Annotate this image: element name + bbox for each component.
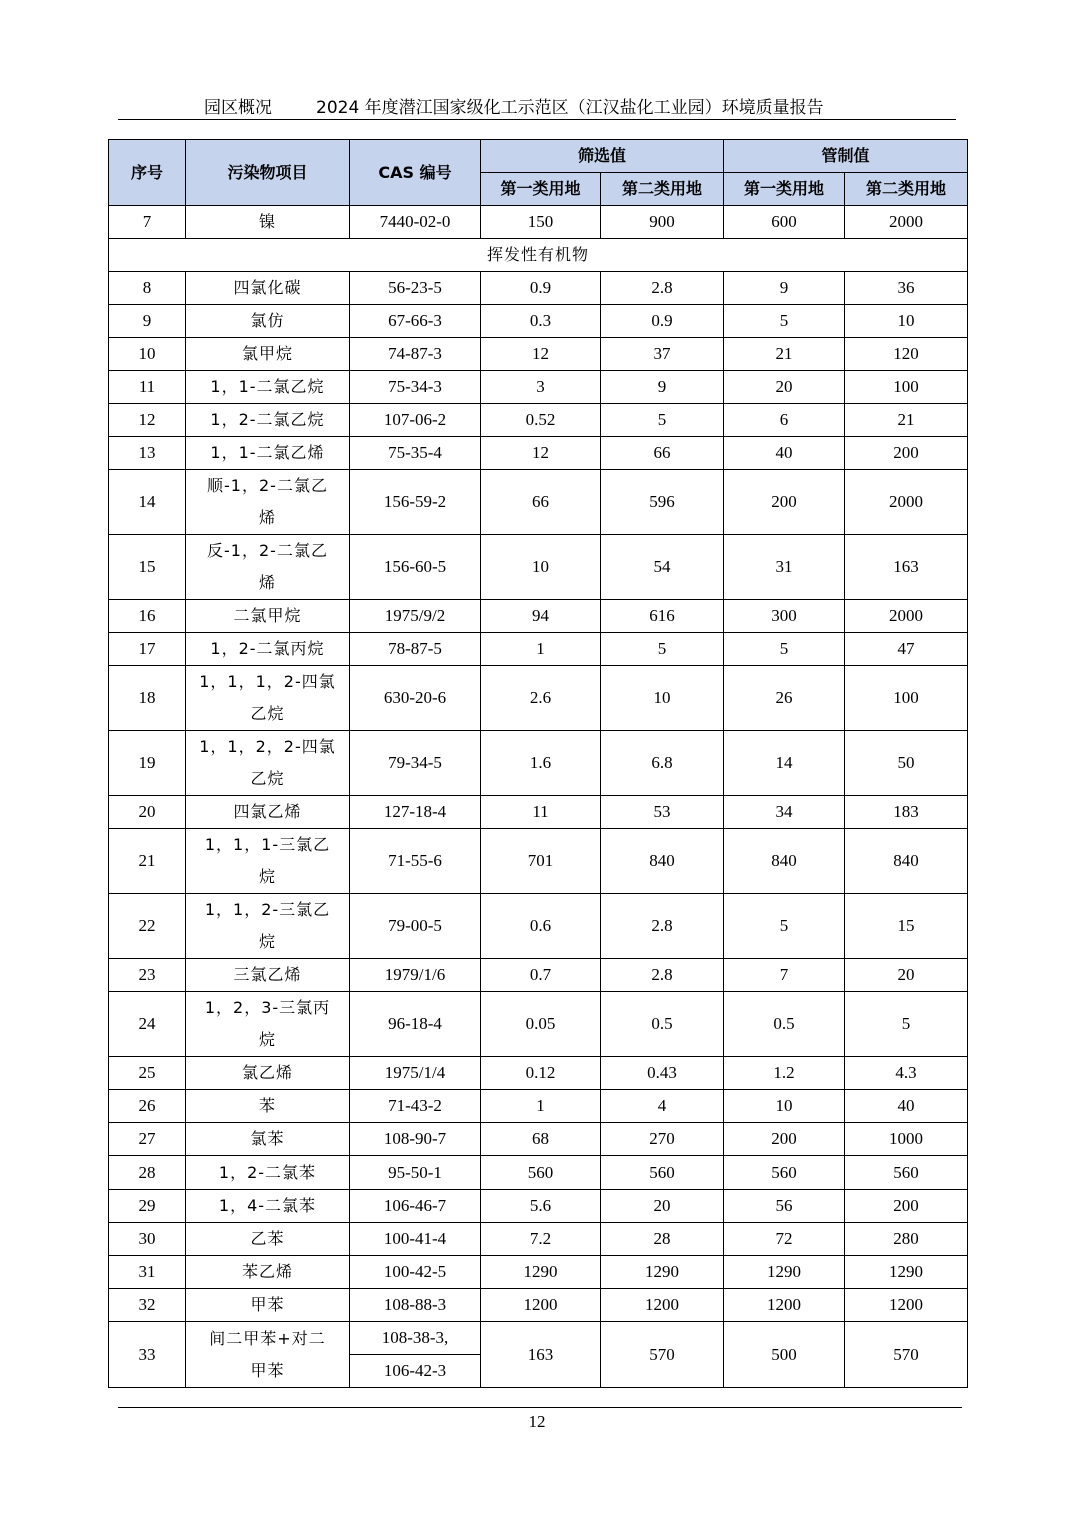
cell-item: [186, 1256, 350, 1289]
cell-seq: 14: [109, 470, 186, 535]
cell-screening-class2: 10: [601, 666, 724, 731]
header-title: 2024 年度潜江国家级化工示范区（江汉盐化工业园）环境质量报告: [316, 98, 824, 118]
cell-item: [186, 633, 350, 666]
item-name-line: 烷: [258, 1030, 276, 1049]
cell-screening-class2: 54: [601, 535, 724, 600]
cell-item: [186, 338, 350, 371]
cell-control-class1: 26: [724, 666, 845, 731]
cell-control-class2: 183: [845, 796, 968, 829]
cell-item: [186, 1057, 350, 1090]
cell-item: [186, 470, 350, 535]
item-name-line: 烯: [258, 573, 276, 592]
cell-item: [186, 404, 350, 437]
cell-item: [186, 666, 350, 731]
table-row: [109, 1057, 968, 1090]
cell-screening-class1: 66: [481, 470, 601, 535]
item-name-line: 甲苯: [250, 1360, 285, 1380]
header-screening-class2: 第二类用地: [601, 173, 724, 206]
item-name-line: 1，1-二氯乙烷: [210, 377, 325, 396]
cell-control-class2: 50: [845, 731, 968, 796]
item-name-line: 苯乙烯: [241, 1262, 293, 1281]
cell-screening-class2: 2.8: [601, 959, 724, 992]
cell-screening-class2: 616: [601, 600, 724, 633]
cell-screening-class1: 0.05: [481, 992, 601, 1057]
table-section-row: [109, 239, 968, 272]
cell-screening-class2: 20: [601, 1190, 724, 1223]
cell-control-class2: 200: [845, 1190, 968, 1223]
header-cas: CAS 编号: [350, 140, 481, 206]
cell-cas: 74-87-3: [350, 338, 481, 371]
cell-control-class1: 300: [724, 600, 845, 633]
cell-seq: 13: [109, 437, 186, 470]
cell-cas: 95-50-1: [350, 1156, 481, 1190]
cell-control-class2: 2000: [845, 206, 968, 239]
cell-screening-class1: 560: [481, 1156, 601, 1190]
cell-screening-class1: 0.9: [481, 272, 601, 305]
cell-screening-class2: 4: [601, 1090, 724, 1123]
header-section: 园区概况: [204, 98, 272, 118]
table-row: [109, 829, 968, 894]
header-control-class2: 第二类用地: [845, 173, 968, 206]
cell-screening-class2: 53: [601, 796, 724, 829]
item-name-line: 烷: [258, 932, 276, 951]
cell-item: [186, 1322, 350, 1388]
cell-control-class2: 570: [845, 1322, 968, 1388]
page-header: [118, 90, 956, 116]
cell-screening-class2: 1200: [601, 1289, 724, 1322]
table-row: [109, 731, 968, 796]
cell-control-class1: 40: [724, 437, 845, 470]
item-name-line: 1，1，1，2-四氯: [199, 672, 336, 691]
cell-screening-class2: 570: [601, 1322, 724, 1388]
cell-control-class1: 200: [724, 470, 845, 535]
cell-screening-class1: 68: [481, 1123, 601, 1156]
item-name-line: 1，2-二氯丙烷: [210, 639, 325, 658]
pollutant-table: [108, 139, 968, 1388]
cell-control-class2: 100: [845, 666, 968, 731]
cell-seq: 16: [109, 600, 186, 633]
cell-cas: 107-06-2: [350, 404, 481, 437]
cell-item: [186, 437, 350, 470]
cell-screening-class1: 11: [481, 796, 601, 829]
cell-control-class2: 47: [845, 633, 968, 666]
cell-control-class1: 31: [724, 535, 845, 600]
cell-control-class1: 7: [724, 959, 845, 992]
cell-item: [186, 959, 350, 992]
table-row: [109, 305, 968, 338]
item-name-line: 乙苯: [250, 1229, 285, 1248]
cell-item: [186, 1223, 350, 1256]
item-name-line: 1，1-二氯乙烯: [210, 443, 325, 462]
cell-control-class1: 9: [724, 272, 845, 305]
cell-seq: 10: [109, 338, 186, 371]
table-row: [109, 1190, 968, 1223]
cell-seq: 12: [109, 404, 186, 437]
cell-cas: 1975/9/2: [350, 600, 481, 633]
cell-cas: 108-90-7: [350, 1123, 481, 1156]
cell-seq: 28: [109, 1156, 186, 1190]
cell-cas: 1979/1/6: [350, 959, 481, 992]
cell-screening-class1: 1290: [481, 1256, 601, 1289]
cell-item: [186, 1123, 350, 1156]
cell-screening-class1: 7.2: [481, 1223, 601, 1256]
cell-item: [186, 535, 350, 600]
cell-screening-class1: 0.52: [481, 404, 601, 437]
cell-control-class2: 1200: [845, 1289, 968, 1322]
cell-cas: 156-60-5: [350, 535, 481, 600]
cell-control-class1: 0.5: [724, 992, 845, 1057]
cell-seq: 33: [109, 1322, 186, 1388]
cell-screening-class2: 596: [601, 470, 724, 535]
item-name-line: 1，2，3-三氯丙: [204, 998, 331, 1017]
cell-screening-class2: 9: [601, 371, 724, 404]
cell-cas: 100-42-5: [350, 1256, 481, 1289]
table-row: [109, 1223, 968, 1256]
cell-control-class1: 1200: [724, 1289, 845, 1322]
cell-control-class2: 36: [845, 272, 968, 305]
cell-seq: 27: [109, 1123, 186, 1156]
cell-cas: 7440-02-0: [350, 206, 481, 239]
cell-control-class2: 1000: [845, 1123, 968, 1156]
item-name-line: 镍: [258, 212, 276, 231]
table-row: [109, 633, 968, 666]
cell-control-class1: 10: [724, 1090, 845, 1123]
cell-screening-class2: 560: [601, 1156, 724, 1190]
cell-screening-class2: 5: [601, 633, 724, 666]
cell-control-class2: 5: [845, 992, 968, 1057]
cell-cas: 79-34-5: [350, 731, 481, 796]
cell-seq: 20: [109, 796, 186, 829]
item-name-line: 间二甲苯+对二: [209, 1328, 326, 1348]
header-screening: 筛选值: [481, 140, 724, 173]
cell-control-class2: 2000: [845, 600, 968, 633]
footer-rule: [118, 1407, 962, 1408]
cell-seq: 29: [109, 1190, 186, 1223]
table-row: [109, 535, 968, 600]
cell-item: [186, 1090, 350, 1123]
cell-cas: 56-23-5: [350, 272, 481, 305]
cell-control-class2: 163: [845, 535, 968, 600]
cell-seq: 32: [109, 1289, 186, 1322]
item-name-line: 甲苯: [250, 1295, 285, 1314]
cell-cas: 108-38-3,: [350, 1322, 481, 1355]
table-row: [109, 272, 968, 305]
table-row: [109, 959, 968, 992]
cell-screening-class1: 701: [481, 829, 601, 894]
cell-control-class1: 20: [724, 371, 845, 404]
cell-control-class2: 21: [845, 404, 968, 437]
cell-cas: 106-42-3: [350, 1355, 481, 1388]
cell-screening-class2: 0.9: [601, 305, 724, 338]
header-seq: 序号: [109, 140, 186, 206]
item-name-line: 烷: [258, 867, 276, 886]
table-row: [109, 1256, 968, 1289]
cell-screening-class2: 28: [601, 1223, 724, 1256]
cell-screening-class1: 94: [481, 600, 601, 633]
cell-control-class1: 6: [724, 404, 845, 437]
cell-control-class1: 840: [724, 829, 845, 894]
cell-item: [186, 796, 350, 829]
table-row: [109, 206, 968, 239]
cell-screening-class1: 1: [481, 633, 601, 666]
cell-screening-class2: 37: [601, 338, 724, 371]
cell-screening-class1: 12: [481, 437, 601, 470]
cell-screening-class2: 2.8: [601, 894, 724, 959]
cell-item: [186, 272, 350, 305]
cell-control-class1: 1290: [724, 1256, 845, 1289]
table-row: [109, 1123, 968, 1156]
item-name-line: 三氯乙烯: [233, 965, 302, 984]
cell-control-class1: 72: [724, 1223, 845, 1256]
cell-seq: 17: [109, 633, 186, 666]
header-screening-class1: 第一类用地: [481, 173, 601, 206]
table-row: [109, 470, 968, 535]
item-name-line: 氯仿: [250, 311, 285, 330]
table-row: [109, 992, 968, 1057]
cell-cas: 1975/1/4: [350, 1057, 481, 1090]
cell-cas: 71-43-2: [350, 1090, 481, 1123]
cell-item: [186, 206, 350, 239]
cell-seq: 9: [109, 305, 186, 338]
cell-seq: 23: [109, 959, 186, 992]
cell-item: [186, 1190, 350, 1223]
cell-screening-class2: 840: [601, 829, 724, 894]
cell-control-class1: 5: [724, 894, 845, 959]
cell-item: [186, 1289, 350, 1322]
cell-control-class2: 15: [845, 894, 968, 959]
cell-screening-class2: 270: [601, 1123, 724, 1156]
cell-control-class1: 14: [724, 731, 845, 796]
cell-seq: 18: [109, 666, 186, 731]
cell-screening-class2: 5: [601, 404, 724, 437]
item-name-line: 苯: [258, 1096, 276, 1115]
cell-screening-class1: 10: [481, 535, 601, 600]
cell-screening-class2: 66: [601, 437, 724, 470]
table-row: [109, 1156, 968, 1190]
item-name-line: 烯: [258, 508, 276, 527]
cell-seq: 24: [109, 992, 186, 1057]
cell-seq: 8: [109, 272, 186, 305]
cell-screening-class2: 2.8: [601, 272, 724, 305]
cell-item: [186, 1156, 350, 1190]
table-row: [109, 600, 968, 633]
cell-screening-class2: 1290: [601, 1256, 724, 1289]
cell-screening-class2: 0.5: [601, 992, 724, 1057]
cell-screening-class1: 5.6: [481, 1190, 601, 1223]
cell-control-class1: 1.2: [724, 1057, 845, 1090]
cell-seq: 7: [109, 206, 186, 239]
cell-control-class1: 560: [724, 1156, 845, 1190]
header-rule: [118, 119, 956, 120]
cell-screening-class1: 12: [481, 338, 601, 371]
cell-screening-class1: 0.3: [481, 305, 601, 338]
cell-cas: 75-35-4: [350, 437, 481, 470]
cell-seq: 31: [109, 1256, 186, 1289]
table-row: [109, 1322, 968, 1355]
cell-control-class2: 840: [845, 829, 968, 894]
item-name-line: 二氯甲烷: [233, 606, 302, 625]
table-row: [109, 437, 968, 470]
item-name-line: 氯苯: [250, 1129, 285, 1148]
cell-seq: 19: [109, 731, 186, 796]
cell-item: [186, 829, 350, 894]
cell-control-class1: 600: [724, 206, 845, 239]
item-name-line: 四氯乙烯: [233, 802, 302, 821]
cell-cas: 96-18-4: [350, 992, 481, 1057]
cell-control-class2: 20: [845, 959, 968, 992]
cell-item: [186, 371, 350, 404]
header-control: 管制值: [724, 140, 968, 173]
cell-control-class2: 4.3: [845, 1057, 968, 1090]
cell-control-class1: 5: [724, 305, 845, 338]
cell-control-class2: 280: [845, 1223, 968, 1256]
cell-cas: 67-66-3: [350, 305, 481, 338]
table-row: [109, 371, 968, 404]
cell-seq: 22: [109, 894, 186, 959]
cell-item: [186, 600, 350, 633]
cell-screening-class1: 163: [481, 1322, 601, 1388]
cell-screening-class2: 0.43: [601, 1057, 724, 1090]
cell-control-class2: 200: [845, 437, 968, 470]
cell-cas: 127-18-4: [350, 796, 481, 829]
cell-screening-class1: 0.6: [481, 894, 601, 959]
cell-screening-class1: 3: [481, 371, 601, 404]
item-name-line: 顺-1，2-二氯乙: [207, 476, 328, 495]
cell-item: [186, 305, 350, 338]
cell-control-class2: 1290: [845, 1256, 968, 1289]
table-row: [109, 338, 968, 371]
cell-screening-class1: 2.6: [481, 666, 601, 731]
cell-seq: 11: [109, 371, 186, 404]
cell-screening-class1: 0.7: [481, 959, 601, 992]
cell-cas: 71-55-6: [350, 829, 481, 894]
section-label: 挥发性有机物: [109, 239, 968, 272]
cell-seq: 21: [109, 829, 186, 894]
cell-cas: 75-34-3: [350, 371, 481, 404]
cell-control-class1: 56: [724, 1190, 845, 1223]
cell-seq: 25: [109, 1057, 186, 1090]
table-body: [109, 206, 968, 1388]
item-name-line: 1，1，1-三氯乙: [204, 835, 331, 854]
cell-control-class2: 100: [845, 371, 968, 404]
item-name-line: 乙烷: [250, 769, 285, 788]
cell-control-class1: 34: [724, 796, 845, 829]
item-name-line: 乙烷: [250, 704, 285, 723]
cell-cas: 108-88-3: [350, 1289, 481, 1322]
cell-cas: 79-00-5: [350, 894, 481, 959]
cell-control-class2: 10: [845, 305, 968, 338]
cell-item: [186, 731, 350, 796]
cell-screening-class2: 900: [601, 206, 724, 239]
cell-screening-class1: 0.12: [481, 1057, 601, 1090]
item-name-line: 1，4-二氯苯: [218, 1196, 317, 1215]
header-control-class1: 第一类用地: [724, 173, 845, 206]
cell-cas: 106-46-7: [350, 1190, 481, 1223]
cell-screening-class1: 1200: [481, 1289, 601, 1322]
cell-control-class1: 5: [724, 633, 845, 666]
item-name-line: 1，1，2，2-四氯: [199, 737, 336, 756]
item-name-line: 1，2-二氯乙烷: [210, 410, 325, 429]
cell-screening-class1: 150: [481, 206, 601, 239]
table-row: [109, 894, 968, 959]
cell-control-class2: 120: [845, 338, 968, 371]
item-name-line: 1，1，2-三氯乙: [204, 900, 331, 919]
table-row: [109, 666, 968, 731]
cell-seq: 30: [109, 1223, 186, 1256]
cell-cas: 78-87-5: [350, 633, 481, 666]
cell-cas: 630-20-6: [350, 666, 481, 731]
page-number: 12: [528, 1412, 546, 1431]
cell-item: [186, 992, 350, 1057]
cell-seq: 15: [109, 535, 186, 600]
cell-item: [186, 894, 350, 959]
cell-control-class2: 2000: [845, 470, 968, 535]
header-item: 污染物项目: [186, 140, 350, 206]
cell-control-class2: 560: [845, 1156, 968, 1190]
cell-screening-class1: 1.6: [481, 731, 601, 796]
cell-control-class1: 21: [724, 338, 845, 371]
table-row: [109, 404, 968, 437]
item-name-line: 1，2-二氯苯: [218, 1162, 317, 1182]
cell-cas: 100-41-4: [350, 1223, 481, 1256]
item-name-line: 氯乙烯: [241, 1063, 293, 1082]
cell-screening-class2: 6.8: [601, 731, 724, 796]
cell-control-class2: 40: [845, 1090, 968, 1123]
cell-cas: 156-59-2: [350, 470, 481, 535]
table-header: [109, 140, 968, 206]
cell-control-class1: 500: [724, 1322, 845, 1388]
cell-screening-class1: 1: [481, 1090, 601, 1123]
cell-seq: 26: [109, 1090, 186, 1123]
table-row: [109, 796, 968, 829]
cell-control-class1: 200: [724, 1123, 845, 1156]
item-name-line: 氯甲烷: [241, 344, 293, 363]
item-name-line: 反-1，2-二氯乙: [207, 541, 328, 560]
table-row: [109, 1090, 968, 1123]
item-name-line: 四氯化碳: [233, 278, 302, 297]
table-row: [109, 1289, 968, 1322]
